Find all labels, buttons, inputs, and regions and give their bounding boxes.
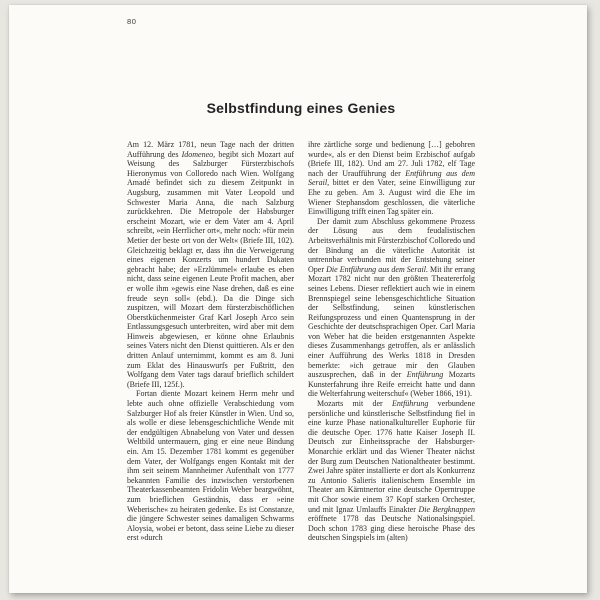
page-content xyxy=(9,5,587,593)
paragraph: Am 12. März 1781, neun Tage nach der dritten Aufführung des Idomeneo, begibt sich Mozart auf Weisung des Salzburger Fürsterzbischofs Hieronymus von Colloredo nach Wien. Wolfgang Amadé befindet sich zu diesem Zeitpunkt in Augsburg, zusammen mit Vater Leopold und Schwester Maria Anna, die nach Salzburg zurückkehren. Die Metropole der Habsburger erscheint Mozart, wie er dem Vater am 4. April schreibt, »ein Herrlicher ort«, mehr noch: »für mein Metier der beste ort von der Welt« (Briefe III, 102). Gleichzeitig beklagt er, dass ihn die Verweigerung eines eigenen Konzerts um hundert Dukaten gebracht habe; der »Erzlümmel« erlaube es eben nicht, dass seine eigenen Leute Profit machen, aber er wolle ihm »gewis eine Nase drehen, daß es eine freude seyn soll« (ebd.). Da die Dinge sich zuspitzen, will Mozart dem fürsterzbischöflichen Oberstküchenmeister Graf Karl Joseph Arco sein Entlassungsgesuch unterbreiten, wird aber mit dem Hinweis abgewiesen, er könne ohne Erlaubnis seines Vaters nicht den Dienst quittieren. Als er den dritten Anlauf unternimmt, kommt es am 8. Juni zum Eklat des Hinauswurfs per Fußtritt, den Wolfgang dem Vater tags darauf brieflich schildert (Briefe III, 125f.). xyxy=(127,140,294,389)
chapter-title: Selbstfindung eines Genies xyxy=(206,100,396,116)
text-column-left xyxy=(127,140,294,543)
paragraph: Mozarts mit der Entführung verbundene persönliche und künstlerische Selbstfindung fiel in eine kurze Phase nationalkultureller Euphorie für die deutsche Oper. 1776 hatte Kaiser Joseph II. Deutsch zur Einheitssprache der Habsburger-Monarchie erklärt und das Wiener Theater nächst der Burg zum Deutschen Nationaltheater bestimmt. Zwei Jahre später installierte er dort als Konkurrenz zu Antonio Salieris italienischem Ensemble im Theater am Kärntnertor eine deutsche Operntruppe mit Chor sowie einem 37 Kopf starken Orchester, und mit Ignaz Umlauffs Einakter Die Bergknappen eröffnete 1778 das Deutsche Nationalsingspiel. Doch schon 1783 ging diese heroische Phase des deutschen Singspiels im (alten) xyxy=(308,399,476,543)
book-page xyxy=(9,5,587,593)
paragraph: ihre zärtliche sorge und bedienung […] gebohren wurde«, als er den Dienst beim Erzbischof aufgab (Briefe III, 182). Und am 27. Juli 1782, elf Tage nach der Uraufführung der Entführung aus dem Serail, bittet er den Vater, seine Einwilligung zur Ehe zu geben. Am 3. August wird die Ehe im Wiener Stephansdom geschlossen, die väterliche Einwilligung trifft einen Tag später ein. xyxy=(308,140,475,217)
paragraph: Der damit zum Abschluss gekommene Prozess der Lösung aus dem feudalistischen Arbeitsverhältnis mit Fürsterzbischof Colloredo und der Bindung an die väterliche Autorität ist untrennbar verbunden mit der Entstehung seiner Oper Die Entführung aus dem Serail. Mit ihr errang Mozart 1782 nicht nur den größten Theatererfolg seines Lebens. Dieser reflektiert auch wie in einem Brennspiegel seine lebensgeschichtliche Situation der Selbstfindung, seinen künstlerischen Reifungsprozess und einen Quantensprung in der Geschichte der deutschsprachigen Oper. Carl Maria von Weber hat die beiden erstgenannten Aspekte dieses Zusammenhangs getroffen, als er anlässlich einer Aufführung des Werks 1818 in Dresden bemerkte: »ich getraue mir den Glauben auszusprechen, daß in der Entführung Mozarts Kunsterfahrung ihre Reife erreicht hatte und dann die Welterfahrung weiterschuf« (Weber 1866, 191). xyxy=(308,216,476,399)
paragraph: Fortan diente Mozart keinem Herrn mehr und lebte auch ohne offizielle Verabschiedung vom Salzburger Hof als freier Künstler in Wien. Und so, als wolle er diese lebensgeschichtliche Wende mit der endgültigen Abnabelung von Vater und dessen Weltbild untermauern, ging er eine neue Bindung ein. Am 15. Dezember 1781 kommt es gegenüber dem Vater, der Wolfgangs engen Kontakt mit der ihm seit seinem Mannheimer Aufenthalt von 1777 bekannten Familie des inzwischen verstorbenen Theaterkassenbeamten Fridolin Weber beargwöhnt, zum brieflichen Geständnis, dass er »eine Weberische« zu heiraten gedenke. Es ist Constanze, die jüngere Schwester seines damaligen Schwarms Aloysia, wobei er betont, dass seine Liebe zu dieser erst »durch xyxy=(127,389,294,543)
text-columns xyxy=(127,140,475,543)
page-number: 80 xyxy=(127,17,137,26)
text-column-right xyxy=(308,140,475,543)
